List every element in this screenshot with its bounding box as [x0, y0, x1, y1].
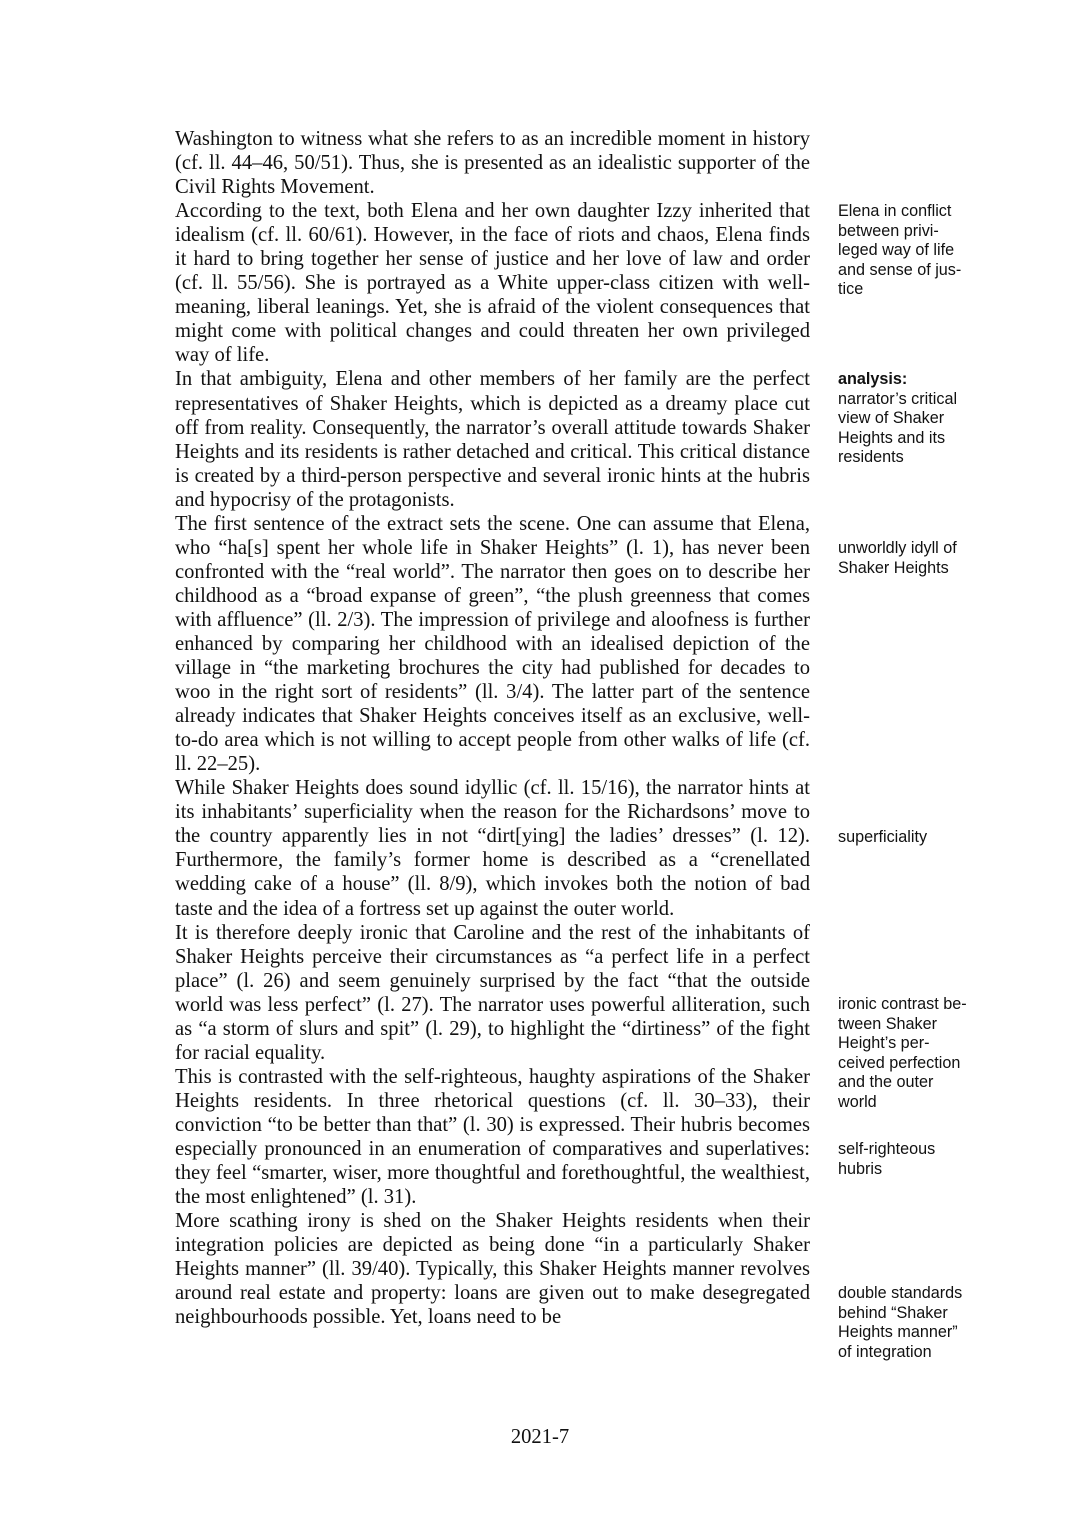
margin-note-ironic-contrast [838, 995, 988, 1112]
margin-note-title: analysis: [838, 370, 908, 388]
margin-note-body: ironic contrast be- tween Shaker Height’s per- ceived perfection and the outer world [838, 995, 967, 1111]
margin-note-analysis [838, 370, 988, 468]
paragraph-8: More scathing irony is shed on the Shaker Heights residents when their integration policies are depicted as being done “in a particularly Shaker Heights manner” (ll. 39/40). Typically, this Shaker Heights manner revolves around real estate and property: loans are given out to make desegregated neighbourhoods possible. Yet, loans need to be [175, 1210, 810, 1329]
margin-note-body: self-righteous hubris [838, 1140, 936, 1178]
main-text-column [175, 127, 810, 1329]
paragraph-4: The first sentence of the extract sets the scene. One can assume that Elena, who “ha[s] spent her whole life in Shaker Heights” (l. 1), has never been confronted with the “real world”. The narrator then goes on to describe her childhood as a “broad expanse of green”, “the plush greenness that comes with affluence” (ll. 2/3). The impression of privilege and aloofness is further enhanced by comparing her childhood with an idealised depiction of the village in “the marketing brochures the city had published for decades to woo in the right sort of residents” (ll. 3/4). The latter part of the sentence already indicates that Shaker Heights conceives itself as an exclusive, well-to-do area which is not willing to accept people from other walks of life (cf. ll. 22–25). [175, 512, 810, 776]
paragraph-6: It is therefore deeply ironic that Caroline and the rest of the inhabitants of Shaker Heights perceive their circumstances as “a perfect life in a perfect place” (l. 26) and seem genuinely surprised by the fact “that the outside world was less perfect” (l. 27). The narrator uses powerful alliteration, such as “a storm of slurs and spit” (l. 29), to highlight the “dirtiness” of the fight for racial equality. [175, 921, 810, 1064]
margin-note-superficiality [838, 828, 988, 848]
margin-note-body: narrator’s critical view of Shaker Heights and its residents [838, 389, 958, 466]
margin-note-hubris [838, 1140, 988, 1179]
paragraph-5: While Shaker Heights does sound idyllic (cf. ll. 15/16), the narrator hints at its inhabitants’ superficiality when the reason for the Richardsons’ move to the country apparently lies in not “dirt[ying] the ladies’ dresses” (l. 12). Furthermore, the family’s former home is described as a “crenellated wedding cake of a house” (ll. 8/9), which invokes both the notion of bad taste and the idea of a fortress set up against the outer world. [175, 777, 810, 920]
paragraph-3: In that ambiguity, Elena and other members of her family are the perfect representatives of Shaker Heights, which is depicted as a dreamy place cut off from reality. Consequently, the narrator’s overall attitude towards Shaker Heights and its residents is rather detached and critical. This critical distance is created by a third-person perspective and several ironic hints at the hubris and hypocrisy of the protagonists. [175, 368, 810, 511]
page-number: 2021-7 [510, 1426, 570, 1448]
margin-note-unworldly-idyll [838, 539, 988, 578]
paragraph-2: According to the text, both Elena and her own daughter Izzy inherited that idealism (cf. ll. 60/61). However, in the face of riots and chaos, Elena finds it hard to bring together her sense of justice and her love of law and order (cf. ll. 55/56). She is portrayed as a White upper-class citizen with well-meaning, liberal leanings. Yet, she is afraid of the violent consequences that might come with political changes and could threaten her own privileged way of life. [175, 200, 810, 367]
margin-note-elena-conflict [838, 202, 988, 300]
paragraph-7: This is contrasted with the self-righteous, haughty aspirations of the Shaker Heights residents. In three rhetorical questions (cf. ll. 30–33), their conviction “to be better than that” (l. 30) is expressed. Their hubris becomes especially pronounced in an enumeration of comparatives and superlatives: they feel “smarter, wiser, more thoughtful and forethoughtful, the wealthiest, the most enlightened” (l. 31). [175, 1065, 810, 1209]
margin-note-body: Elena in conflict between privi- leged way of life and sense of jus- tice [838, 202, 962, 298]
margin-note-body: superficiality [838, 828, 928, 846]
margin-note-body: double standards behind “Shaker Heights manner” of integration [838, 1284, 963, 1361]
paragraph-1: Washington to witness what she refers to as an incredible moment in history (cf. ll. 44–46, 50/51). Thus, she is presented as an idealistic supporter of the Civil Rights Movement. [175, 128, 810, 199]
margin-note-body: unworldly idyll of Shaker Heights [838, 539, 957, 577]
margin-note-double-standards [838, 1284, 988, 1362]
